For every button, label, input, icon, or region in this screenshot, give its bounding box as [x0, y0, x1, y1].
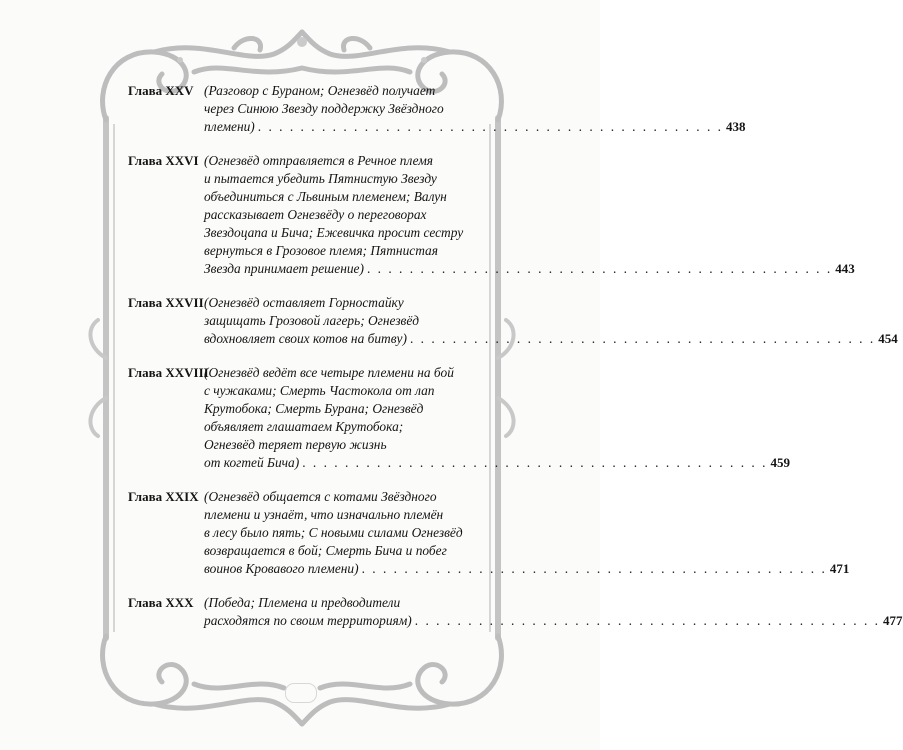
- chapter-description: [204, 364, 790, 472]
- description-line: вернуться в Грозовое племя; Пятнистая: [204, 243, 438, 258]
- description-line: (Огнезвёд ведёт все четыре племени на бой: [204, 365, 454, 380]
- description-line: и пытается убедить Пятнистую Звезду: [204, 171, 437, 186]
- page-number: 443: [835, 261, 855, 276]
- chapter-label: Глава XXVI: [128, 153, 199, 168]
- description-line: от когтей Бича): [204, 455, 300, 470]
- description-last-line: [204, 560, 849, 578]
- dot-leader: [258, 118, 723, 136]
- description-line: (Огнезвёд отправляется в Речное племя: [204, 153, 434, 168]
- page-number: 477: [883, 613, 903, 628]
- toc-entry[interactable]: [128, 294, 898, 348]
- chapter-description: [204, 488, 849, 578]
- table-of-contents: [128, 82, 903, 630]
- toc-entry[interactable]: [128, 488, 850, 578]
- toc-entry[interactable]: [128, 594, 903, 630]
- description-line: (Огнезвёд общается с котами Звёздного: [204, 489, 437, 504]
- chapter-label: Глава XXV: [128, 83, 194, 98]
- dot-leader: [415, 612, 880, 630]
- dot-leader: [367, 260, 832, 278]
- toc-entry[interactable]: [128, 152, 855, 278]
- description-line: Звезда принимает решение): [204, 261, 364, 276]
- page-number: 459: [770, 455, 790, 470]
- page-number: 454: [878, 331, 898, 346]
- chapter-label: Глава XXX: [128, 595, 194, 610]
- description-line: Звездоцапа и Бича; Ежевичка просит сестру: [204, 225, 464, 240]
- chapter-label: Глава XXIX: [128, 489, 199, 504]
- description-line: вдохновляет своих котов на битву): [204, 331, 407, 346]
- description-last-line: [204, 118, 746, 136]
- description-last-line: [204, 330, 898, 348]
- page-number-badge: [285, 683, 317, 703]
- description-line: защищать Грозовой лагерь; Огнезвёд: [204, 313, 420, 328]
- description-line: (Разговор с Бураном; Огнезвёд получает: [204, 83, 436, 98]
- description-line: воинов Кровавого племени): [204, 561, 359, 576]
- description-last-line: [204, 454, 790, 472]
- description-line: в лесу было пять; С новыми силами Огнезвёд: [204, 525, 463, 540]
- description-line: племени и узнаёт, что изначально племён: [204, 507, 444, 522]
- description-line: расходятся по своим территориям): [204, 613, 412, 628]
- chapter-label: Глава XXVII: [128, 295, 204, 310]
- description-line: объединиться с Львиным племенем; Валун: [204, 189, 447, 204]
- description-last-line: [204, 260, 855, 278]
- dot-leader: [302, 454, 767, 472]
- page-number: 471: [829, 561, 850, 576]
- page-number: 438: [726, 119, 746, 134]
- description-line: рассказывает Огнезвёду о переговорах: [204, 207, 427, 222]
- description-line: (Победа; Племена и предводители: [204, 595, 401, 610]
- description-line: через Синюю Звезду поддержку Звёздного: [204, 101, 444, 116]
- description-line: племени): [204, 119, 255, 134]
- toc-entry[interactable]: [128, 82, 746, 136]
- description-last-line: [204, 612, 903, 630]
- description-line: возвращается в бой; Смерть Бича и побег: [204, 543, 447, 558]
- chapter-description: [204, 294, 898, 348]
- description-line: Крутобока; Смерть Бурана; Огнезвёд: [204, 401, 424, 416]
- description-line: с чужаками; Смерть Частокола от лап: [204, 383, 435, 398]
- description-line: (Огнезвёд оставляет Горностайку: [204, 295, 404, 310]
- description-line: Огнезвёд теряет первую жизнь: [204, 437, 387, 452]
- toc-entry[interactable]: [128, 364, 790, 472]
- chapter-description: [204, 82, 746, 136]
- description-line: объявляет глашатаем Крутобока;: [204, 419, 404, 434]
- dot-leader: [410, 330, 875, 348]
- chapter-description: [204, 594, 903, 630]
- dot-leader: [362, 560, 827, 578]
- chapter-label: Глава XXVIII: [128, 365, 209, 380]
- chapter-description: [204, 152, 855, 278]
